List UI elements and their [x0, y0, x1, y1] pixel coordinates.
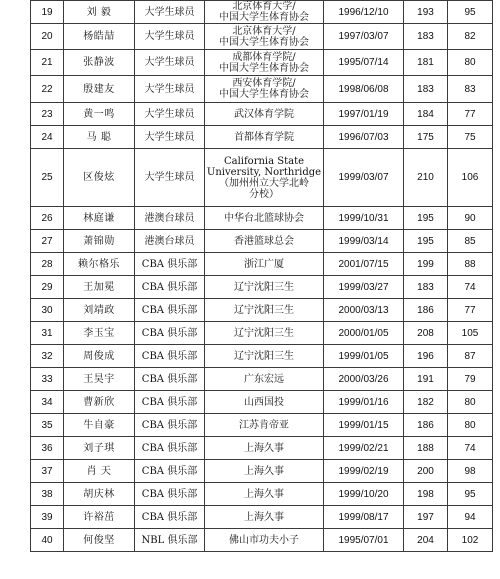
player-category-cell: 大学生球员 [135, 103, 205, 126]
table-row [31, 24, 493, 50]
club-line: 浙江广厦 [244, 258, 284, 270]
weight-cell: 77 [448, 299, 493, 322]
club-cell [205, 299, 324, 322]
club-line: 广东宏远 [244, 373, 284, 385]
player-name-cell: 杨皓喆 [64, 24, 135, 50]
birth-date-cell: 2001/07/15 [324, 253, 404, 276]
club-line: 北京体育大学/ [232, 1, 296, 12]
height-cell: 195 [404, 230, 448, 253]
table-row [31, 149, 493, 207]
club-line: 中国大学生体育协会 [219, 12, 309, 23]
club-cell [205, 207, 324, 230]
club-line: 佛山市功夫小子 [229, 534, 299, 546]
row-number-cell: 27 [31, 230, 64, 253]
player-category-cell: CBA 俱乐部 [135, 506, 205, 529]
club-line: 北京体育大学/ [232, 25, 296, 37]
row-number-cell: 24 [31, 126, 64, 149]
table-row [31, 460, 493, 483]
club-cell [205, 437, 324, 460]
club-cell [205, 50, 324, 76]
weight-cell: 98 [448, 460, 493, 483]
table-row [31, 76, 493, 103]
height-cell: 191 [404, 368, 448, 391]
birth-date-cell: 1999/02/21 [324, 437, 404, 460]
player-category-cell: CBA 俱乐部 [135, 322, 205, 345]
height-cell: 181 [404, 50, 448, 76]
birth-date-cell: 1999/03/14 [324, 230, 404, 253]
table-row [31, 276, 493, 299]
birth-date-cell: 2000/03/13 [324, 299, 404, 322]
weight-cell: 79 [448, 368, 493, 391]
weight-cell: 87 [448, 345, 493, 368]
table-row [31, 414, 493, 437]
player-category-cell: CBA 俱乐部 [135, 253, 205, 276]
player-category-cell: 港澳台球员 [135, 230, 205, 253]
table-row [31, 253, 493, 276]
birth-date-cell: 1995/07/14 [324, 50, 404, 76]
club-line: 中国大学生体育协会 [219, 62, 309, 74]
player-category-cell: CBA 俱乐部 [135, 299, 205, 322]
height-cell: 208 [404, 322, 448, 345]
player-name-cell: 何俊坚 [64, 529, 135, 552]
club-cell [205, 76, 324, 103]
club-line: 辽宁沈阳三生 [234, 281, 294, 293]
player-name-cell: 肖 天 [64, 460, 135, 483]
table-row [31, 126, 493, 149]
height-cell: 197 [404, 506, 448, 529]
weight-cell: 77 [448, 103, 493, 126]
weight-cell: 95 [448, 1, 493, 24]
club-line: 西安体育学院/ [232, 78, 296, 89]
table-row [31, 437, 493, 460]
club-cell [205, 529, 324, 552]
player-category-cell: CBA 俱乐部 [135, 391, 205, 414]
player-category-cell: CBA 俱乐部 [135, 368, 205, 391]
weight-cell: 80 [448, 391, 493, 414]
weight-cell: 106 [448, 149, 493, 207]
table-row [31, 299, 493, 322]
row-number-cell: 34 [31, 391, 64, 414]
player-category-cell: 大学生球员 [135, 50, 205, 76]
weight-cell: 74 [448, 276, 493, 299]
player-category-cell: CBA 俱乐部 [135, 483, 205, 506]
weight-cell: 94 [448, 506, 493, 529]
weight-cell: 105 [448, 322, 493, 345]
player-name-cell: 殷建友 [64, 76, 135, 103]
birth-date-cell: 1999/10/31 [324, 207, 404, 230]
player-category-cell: 大学生球员 [135, 149, 205, 207]
player-roster-table [30, 0, 493, 552]
club-cell [205, 345, 324, 368]
height-cell: 204 [404, 529, 448, 552]
club-line: 分校） [249, 188, 279, 200]
player-category-cell: CBA 俱乐部 [135, 437, 205, 460]
player-name-cell: 赖尔格乐 [64, 253, 135, 276]
club-cell [205, 253, 324, 276]
birth-date-cell: 1997/01/19 [324, 103, 404, 126]
club-cell [205, 506, 324, 529]
row-number-cell: 21 [31, 50, 64, 76]
club-cell [205, 391, 324, 414]
club-line: 上海久事 [244, 488, 284, 500]
height-cell: 199 [404, 253, 448, 276]
player-name-cell: 胡庆林 [64, 483, 135, 506]
birth-date-cell: 1995/07/01 [324, 529, 404, 552]
weight-cell: 83 [448, 76, 493, 103]
weight-cell: 85 [448, 230, 493, 253]
player-name-cell: 张静波 [64, 50, 135, 76]
height-cell: 193 [404, 1, 448, 24]
table-row [31, 230, 493, 253]
roster-body [31, 1, 493, 552]
height-cell: 198 [404, 483, 448, 506]
player-category-cell: CBA 俱乐部 [135, 414, 205, 437]
player-name-cell: 刘 毅 [64, 1, 135, 24]
roster-sheet [30, 0, 485, 552]
player-category-cell: 大学生球员 [135, 126, 205, 149]
player-name-cell: 曹新欣 [64, 391, 135, 414]
table-row [31, 529, 493, 552]
player-name-cell: 李玉宝 [64, 322, 135, 345]
club-line: 上海久事 [244, 511, 284, 523]
birth-date-cell: 1999/03/27 [324, 276, 404, 299]
player-name-cell: 周俊成 [64, 345, 135, 368]
player-name-cell: 萧锦勋 [64, 230, 135, 253]
club-cell [205, 1, 324, 24]
weight-cell: 80 [448, 50, 493, 76]
player-name-cell: 刘靖政 [64, 299, 135, 322]
player-name-cell: 刘子琪 [64, 437, 135, 460]
club-cell [205, 460, 324, 483]
birth-date-cell: 1999/01/16 [324, 391, 404, 414]
height-cell: 183 [404, 24, 448, 50]
weight-cell: 74 [448, 437, 493, 460]
row-number-cell: 26 [31, 207, 64, 230]
height-cell: 186 [404, 299, 448, 322]
club-line: 山西国投 [244, 396, 284, 408]
birth-date-cell: 1999/03/07 [324, 149, 404, 207]
club-line: 中国大学生体育协会 [219, 36, 309, 48]
weight-cell: 88 [448, 253, 493, 276]
player-name-cell: 许裕茁 [64, 506, 135, 529]
player-name-cell: 王昊宇 [64, 368, 135, 391]
player-name-cell: 牛自豪 [64, 414, 135, 437]
weight-cell: 82 [448, 24, 493, 50]
club-line: 中华台北篮球协会 [224, 212, 304, 224]
club-cell [205, 230, 324, 253]
row-number-cell: 38 [31, 483, 64, 506]
height-cell: 183 [404, 276, 448, 299]
player-name-cell: 王加冕 [64, 276, 135, 299]
weight-cell: 75 [448, 126, 493, 149]
player-category-cell: CBA 俱乐部 [135, 276, 205, 299]
birth-date-cell: 1999/10/20 [324, 483, 404, 506]
club-line: University, Northridge [206, 166, 322, 178]
club-cell [205, 368, 324, 391]
table-row [31, 103, 493, 126]
club-cell [205, 126, 324, 149]
club-cell [205, 103, 324, 126]
birth-date-cell: 1998/06/08 [324, 76, 404, 103]
table-row [31, 207, 493, 230]
birth-date-cell: 1999/02/19 [324, 460, 404, 483]
table-row [31, 483, 493, 506]
player-category-cell: 大学生球员 [135, 76, 205, 103]
height-cell: 186 [404, 414, 448, 437]
birth-date-cell: 2000/01/05 [324, 322, 404, 345]
height-cell: 210 [404, 149, 448, 207]
club-line: 辽宁沈阳三生 [234, 304, 294, 316]
row-number-cell: 33 [31, 368, 64, 391]
row-number-cell: 23 [31, 103, 64, 126]
club-cell [205, 149, 324, 207]
club-line: California State [223, 155, 305, 167]
row-number-cell: 36 [31, 437, 64, 460]
player-category-cell: CBA 俱乐部 [135, 460, 205, 483]
weight-cell: 102 [448, 529, 493, 552]
row-number-cell: 19 [31, 1, 64, 24]
birth-date-cell: 1999/01/15 [324, 414, 404, 437]
birth-date-cell: 2000/03/26 [324, 368, 404, 391]
club-line: 江苏肯帝亚 [239, 419, 289, 431]
row-number-cell: 39 [31, 506, 64, 529]
club-line: 辽宁沈阳三生 [234, 350, 294, 362]
height-cell: 200 [404, 460, 448, 483]
player-name-cell: 黄一鸣 [64, 103, 135, 126]
club-line: （加州州立大学北岭 [219, 177, 309, 189]
club-line: 成都体育学院/ [232, 51, 296, 63]
height-cell: 188 [404, 437, 448, 460]
player-category-cell: 港澳台球员 [135, 207, 205, 230]
player-category-cell: 大学生球员 [135, 24, 205, 50]
club-cell [205, 24, 324, 50]
height-cell: 184 [404, 103, 448, 126]
table-row [31, 391, 493, 414]
birth-date-cell: 1999/01/05 [324, 345, 404, 368]
height-cell: 196 [404, 345, 448, 368]
player-name-cell: 区俊炫 [64, 149, 135, 207]
table-row [31, 1, 493, 24]
club-line: 香港篮球总会 [234, 235, 294, 247]
row-number-cell: 37 [31, 460, 64, 483]
club-line: 中国大学生体育协会 [219, 89, 309, 100]
birth-date-cell: 1996/12/10 [324, 1, 404, 24]
birth-date-cell: 1997/03/07 [324, 24, 404, 50]
birth-date-cell: 1996/07/03 [324, 126, 404, 149]
row-number-cell: 31 [31, 322, 64, 345]
row-number-cell: 30 [31, 299, 64, 322]
row-number-cell: 28 [31, 253, 64, 276]
club-cell [205, 276, 324, 299]
weight-cell: 95 [448, 483, 493, 506]
table-row [31, 322, 493, 345]
player-category-cell: NBL 俱乐部 [135, 529, 205, 552]
row-number-cell: 29 [31, 276, 64, 299]
height-cell: 183 [404, 76, 448, 103]
height-cell: 195 [404, 207, 448, 230]
row-number-cell: 25 [31, 149, 64, 207]
player-category-cell: 大学生球员 [135, 1, 205, 24]
row-number-cell: 20 [31, 24, 64, 50]
table-row [31, 368, 493, 391]
club-cell [205, 322, 324, 345]
club-cell [205, 414, 324, 437]
club-cell [205, 483, 324, 506]
table-row [31, 50, 493, 76]
birth-date-cell: 1999/08/17 [324, 506, 404, 529]
club-line: 辽宁沈阳三生 [234, 327, 294, 339]
table-row [31, 345, 493, 368]
row-number-cell: 35 [31, 414, 64, 437]
row-number-cell: 32 [31, 345, 64, 368]
player-name-cell: 林庭谦 [64, 207, 135, 230]
club-line: 上海久事 [244, 442, 284, 454]
table-row [31, 506, 493, 529]
weight-cell: 90 [448, 207, 493, 230]
club-line: 武汉体育学院 [234, 108, 294, 120]
row-number-cell: 40 [31, 529, 64, 552]
height-cell: 182 [404, 391, 448, 414]
club-line: 上海久事 [244, 465, 284, 477]
height-cell: 175 [404, 126, 448, 149]
player-category-cell: CBA 俱乐部 [135, 345, 205, 368]
player-name-cell: 马 聪 [64, 126, 135, 149]
club-line: 首都体育学院 [234, 131, 294, 143]
row-number-cell: 22 [31, 76, 64, 103]
weight-cell: 80 [448, 414, 493, 437]
